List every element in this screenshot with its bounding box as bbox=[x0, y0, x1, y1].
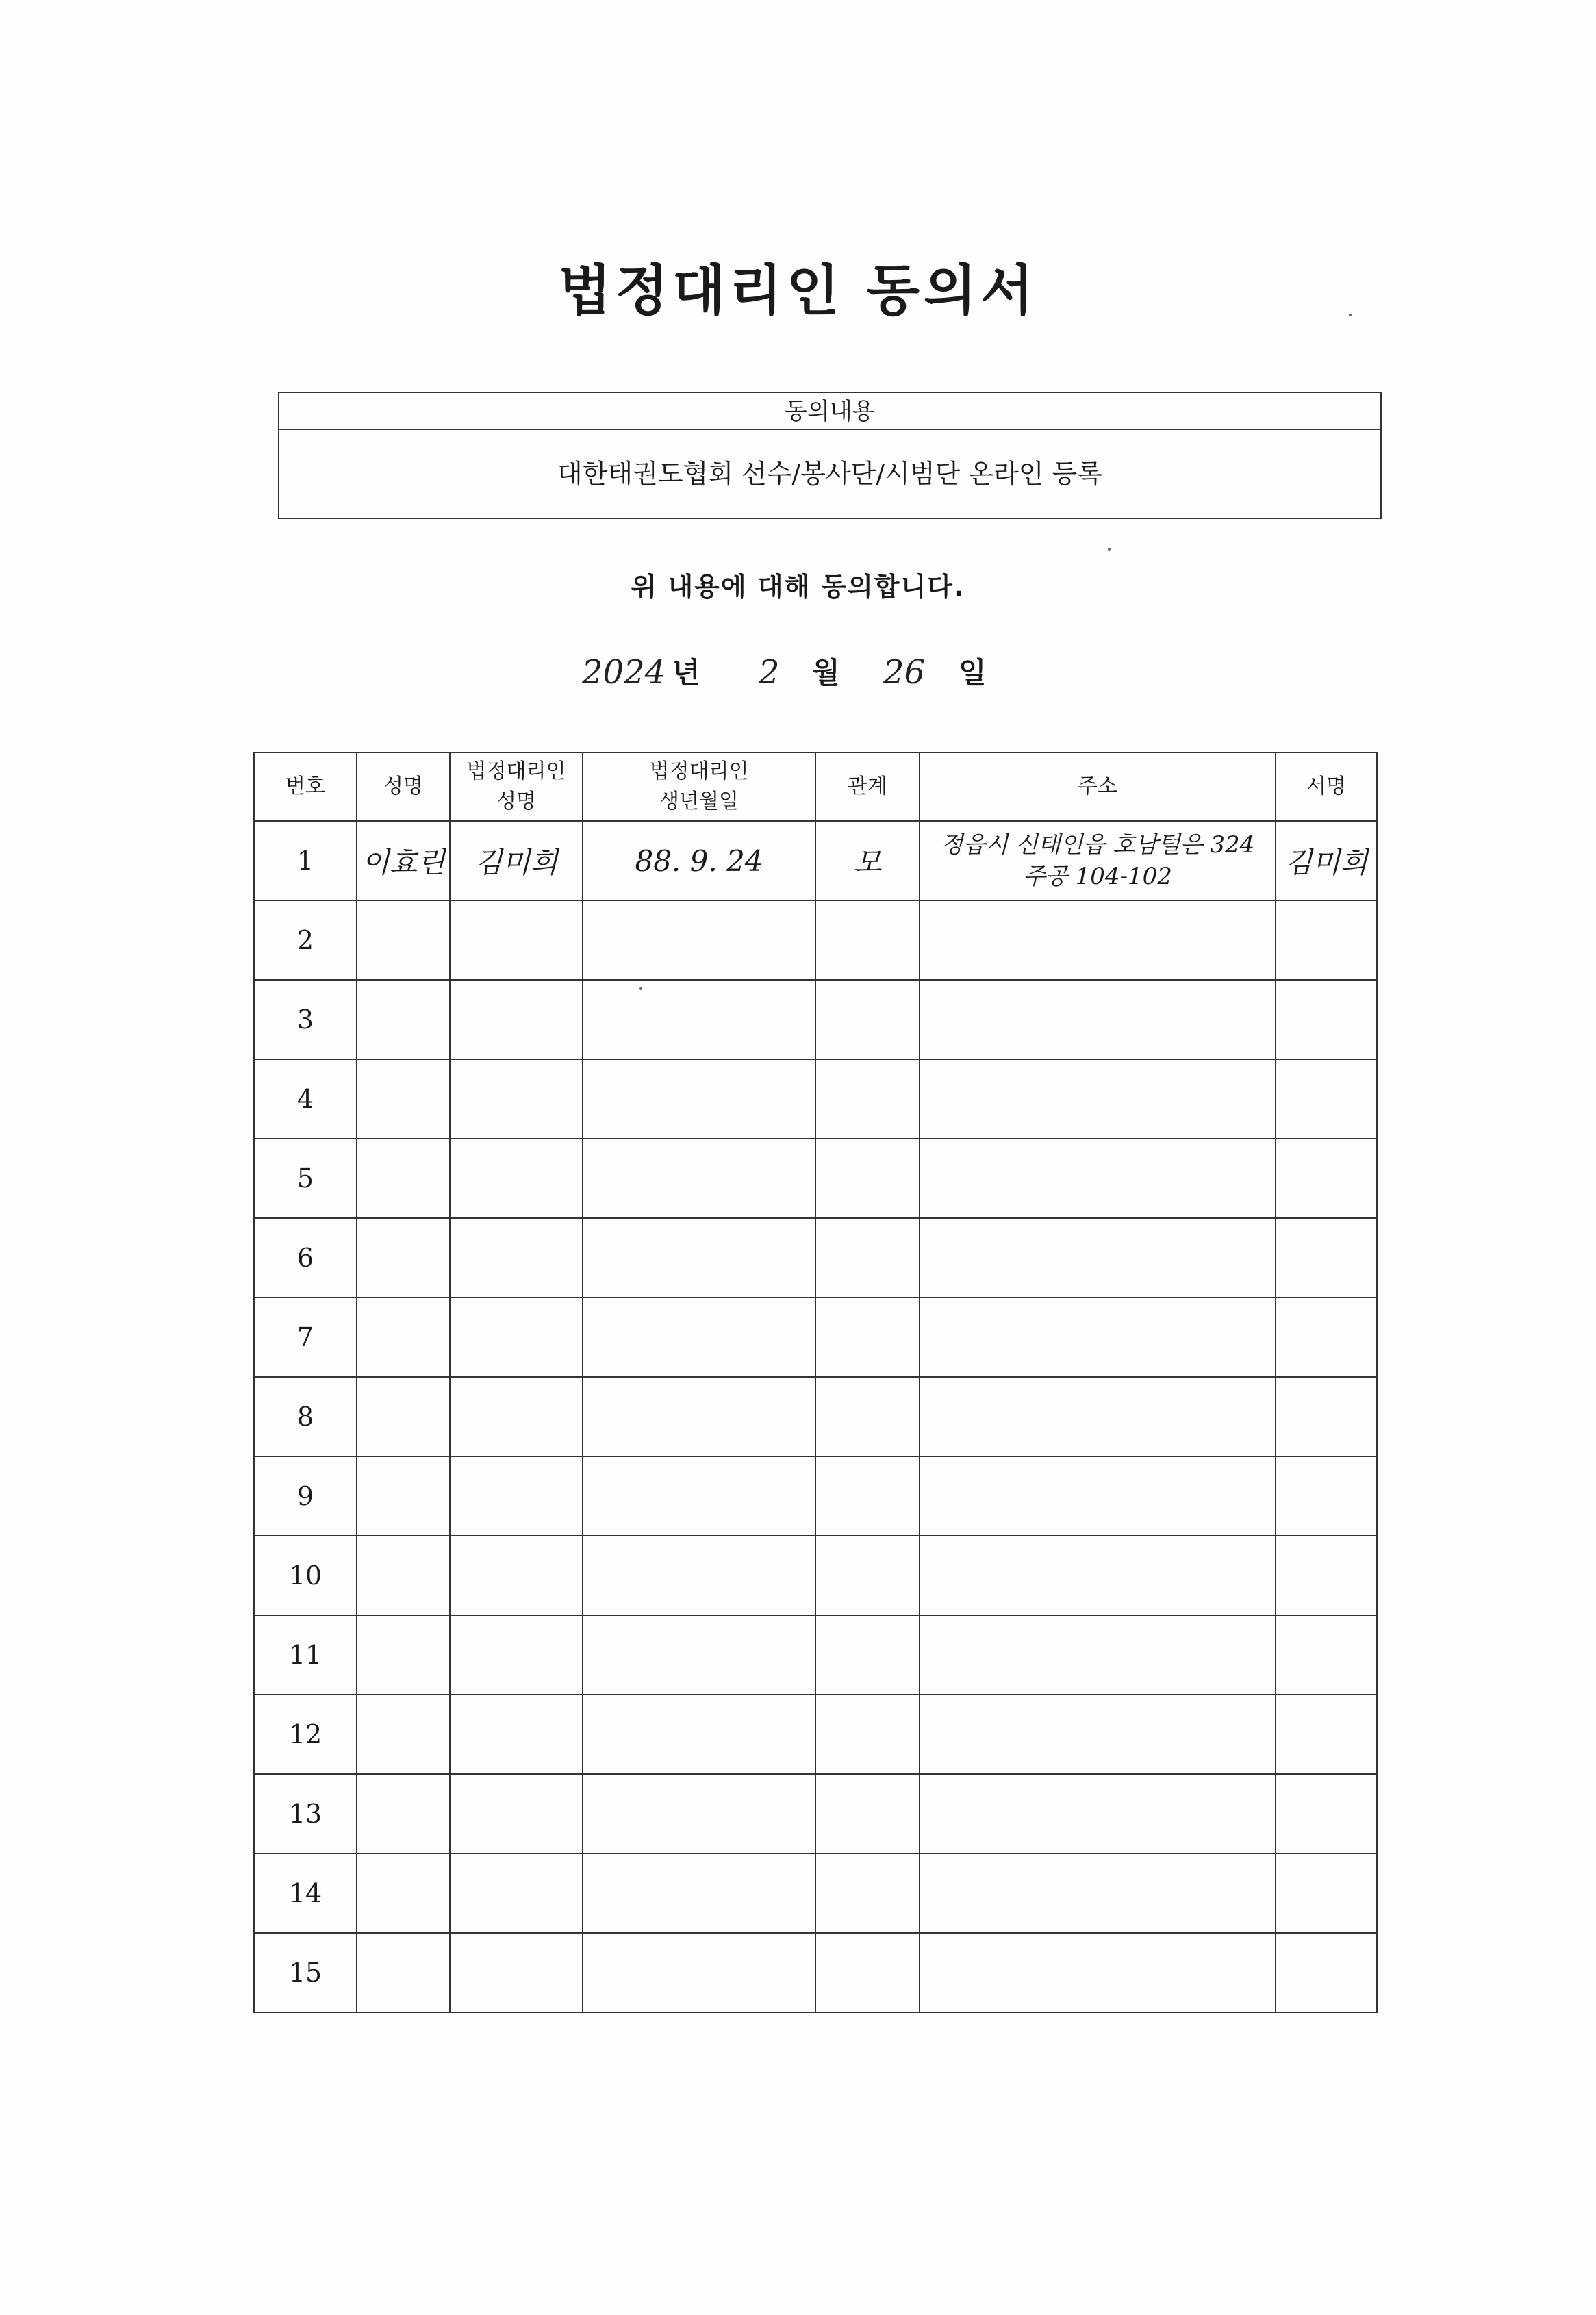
cell-guardian-name bbox=[450, 1695, 583, 1774]
cell-guardian-birth bbox=[583, 1139, 815, 1218]
cell-signature bbox=[1276, 1456, 1377, 1536]
cell-guardian-birth bbox=[583, 980, 815, 1059]
header-signature: 서명 bbox=[1276, 752, 1377, 821]
table-row bbox=[254, 1059, 1377, 1139]
cell-guardian-name bbox=[450, 1298, 583, 1377]
table-body bbox=[254, 821, 1377, 2012]
cell-name bbox=[357, 1377, 450, 1456]
cell-signature bbox=[1276, 1298, 1377, 1377]
cell-name bbox=[357, 1536, 450, 1615]
cell-relation bbox=[815, 900, 920, 980]
cell-address bbox=[920, 1536, 1276, 1615]
cell-address bbox=[920, 980, 1276, 1059]
cell-address bbox=[920, 1774, 1276, 1854]
table-row bbox=[254, 821, 1377, 900]
date-year: 2024 bbox=[582, 653, 666, 692]
date-month: 2 bbox=[759, 653, 780, 692]
header-guardian-name bbox=[450, 752, 583, 821]
table-row bbox=[254, 1456, 1377, 1536]
cell-number: 12 bbox=[254, 1695, 357, 1774]
cell-name bbox=[357, 1774, 450, 1854]
cell-signature bbox=[1276, 1377, 1377, 1456]
cell-number: 2 bbox=[254, 900, 357, 980]
date-month-label: 월 bbox=[812, 656, 840, 690]
cell-number: 10 bbox=[254, 1536, 357, 1615]
cell-guardian-birth bbox=[583, 1377, 815, 1456]
cell-number: 8 bbox=[254, 1377, 357, 1456]
cell-address bbox=[920, 1615, 1276, 1695]
cell-name bbox=[357, 900, 450, 980]
cell-guardian-name bbox=[450, 1615, 583, 1695]
cell-guardian-name bbox=[450, 1933, 583, 2012]
cell-address bbox=[920, 1298, 1276, 1377]
header-guardian-birth bbox=[583, 752, 815, 821]
cell-signature bbox=[1276, 1933, 1377, 2012]
cell-name bbox=[357, 1059, 450, 1139]
cell-guardian-name bbox=[450, 1536, 583, 1615]
cell-guardian-birth: 88. 9. 24 bbox=[583, 821, 815, 900]
cell-relation bbox=[815, 1059, 920, 1139]
cell-name bbox=[357, 1695, 450, 1774]
cell-signature bbox=[1276, 1774, 1377, 1854]
cell-signature bbox=[1276, 1695, 1377, 1774]
table-row bbox=[254, 1774, 1377, 1854]
cell-relation bbox=[815, 1139, 920, 1218]
cell-relation bbox=[815, 1615, 920, 1695]
cell-guardian-name bbox=[450, 900, 583, 980]
date-day-label: 일 bbox=[959, 656, 987, 690]
header-guardian-name-line1: 법정대리인 bbox=[466, 759, 566, 783]
cell-guardian-birth bbox=[583, 900, 815, 980]
cell-relation bbox=[815, 1218, 920, 1298]
cell-guardian-name bbox=[450, 1059, 583, 1139]
cell-signature bbox=[1276, 1854, 1377, 1933]
table-row bbox=[254, 1615, 1377, 1695]
date-line bbox=[575, 644, 1054, 698]
cell-guardian-name bbox=[450, 1854, 583, 1933]
cell-number: 11 bbox=[254, 1615, 357, 1695]
table-row bbox=[254, 1139, 1377, 1218]
cell-number: 9 bbox=[254, 1456, 357, 1536]
cell-name: 이효린 bbox=[357, 821, 450, 900]
cell-relation bbox=[815, 1456, 920, 1536]
cell-name bbox=[357, 1615, 450, 1695]
consent-content-box bbox=[278, 392, 1382, 519]
header-guardian-birth-line2: 생년월일 bbox=[659, 789, 739, 813]
table-row bbox=[254, 1933, 1377, 2012]
consent-content-header: 동의내용 bbox=[279, 393, 1380, 430]
cell-guardian-name bbox=[450, 1139, 583, 1218]
cell-guardian-birth bbox=[583, 1456, 815, 1536]
cell-address-line1: 정읍시 신태인읍 호남털은 324 bbox=[940, 831, 1255, 859]
cell-signature bbox=[1276, 1615, 1377, 1695]
cell-guardian-name bbox=[450, 980, 583, 1059]
table-row bbox=[254, 1695, 1377, 1774]
cell-number: 6 bbox=[254, 1218, 357, 1298]
cell-relation bbox=[815, 1774, 920, 1854]
cell-relation: 모 bbox=[815, 821, 920, 900]
cell-guardian-name bbox=[450, 1774, 583, 1854]
cell-number: 5 bbox=[254, 1139, 357, 1218]
scan-speck bbox=[1108, 548, 1111, 551]
cell-number: 4 bbox=[254, 1059, 357, 1139]
cell-address bbox=[920, 1933, 1276, 2012]
cell-number: 15 bbox=[254, 1933, 357, 2012]
table-row bbox=[254, 1298, 1377, 1377]
cell-name bbox=[357, 1298, 450, 1377]
cell-number: 3 bbox=[254, 980, 357, 1059]
cell-number: 13 bbox=[254, 1774, 357, 1854]
cell-address-line2: 주공 104-102 bbox=[1023, 863, 1172, 890]
table-header-row bbox=[254, 752, 1377, 821]
cell-name bbox=[357, 1218, 450, 1298]
scan-speck bbox=[639, 987, 642, 990]
header-address: 주소 bbox=[920, 752, 1276, 821]
cell-relation bbox=[815, 1933, 920, 2012]
cell-address bbox=[920, 821, 1276, 900]
cell-guardian-birth bbox=[583, 1774, 815, 1854]
table-row bbox=[254, 1854, 1377, 1933]
cell-guardian-birth bbox=[583, 1536, 815, 1615]
header-name: 성명 bbox=[357, 752, 450, 821]
cell-number: 14 bbox=[254, 1854, 357, 1933]
cell-guardian-birth bbox=[583, 1059, 815, 1139]
cell-signature: 김미희 bbox=[1276, 821, 1377, 900]
cell-signature bbox=[1276, 1059, 1377, 1139]
cell-number: 1 bbox=[254, 821, 357, 900]
table-row bbox=[254, 900, 1377, 980]
cell-signature bbox=[1276, 1536, 1377, 1615]
cell-signature bbox=[1276, 1139, 1377, 1218]
cell-guardian-birth bbox=[583, 1933, 815, 2012]
table-row bbox=[254, 1536, 1377, 1615]
cell-guardian-birth bbox=[583, 1218, 815, 1298]
cell-relation bbox=[815, 1377, 920, 1456]
cell-relation bbox=[815, 1298, 920, 1377]
cell-relation bbox=[815, 1695, 920, 1774]
agreement-statement: 위 내용에 대해 동의합니다. bbox=[631, 572, 965, 602]
cell-signature bbox=[1276, 1218, 1377, 1298]
page-title: 법정대리인 동의서 bbox=[558, 259, 1038, 322]
consent-content-body: 대한태권도협회 선수/봉사단/시범단 온라인 등록 bbox=[557, 459, 1102, 489]
cell-address bbox=[920, 1139, 1276, 1218]
cell-address bbox=[920, 1218, 1276, 1298]
scan-speck bbox=[1349, 314, 1352, 316]
cell-address bbox=[920, 1059, 1276, 1139]
cell-name bbox=[357, 1933, 450, 2012]
cell-address bbox=[920, 1854, 1276, 1933]
cell-guardian-birth bbox=[583, 1854, 815, 1933]
cell-relation bbox=[815, 1536, 920, 1615]
header-number: 번호 bbox=[254, 752, 357, 821]
cell-name bbox=[357, 1139, 450, 1218]
table-row bbox=[254, 980, 1377, 1059]
date-year-label: 년 bbox=[672, 656, 700, 690]
cell-name bbox=[357, 1854, 450, 1933]
cell-number: 7 bbox=[254, 1298, 357, 1377]
cell-guardian-birth bbox=[583, 1615, 815, 1695]
cell-signature bbox=[1276, 900, 1377, 980]
table-row bbox=[254, 1377, 1377, 1456]
cell-guardian-name bbox=[450, 1456, 583, 1536]
date-day: 26 bbox=[883, 653, 926, 692]
cell-address bbox=[920, 1695, 1276, 1774]
cell-address bbox=[920, 900, 1276, 980]
header-relation: 관계 bbox=[815, 752, 920, 821]
cell-signature bbox=[1276, 980, 1377, 1059]
table-row bbox=[254, 1218, 1377, 1298]
header-guardian-name-line2: 성명 bbox=[496, 789, 536, 813]
guardian-roster-table bbox=[253, 752, 1378, 2013]
cell-name bbox=[357, 980, 450, 1059]
cell-guardian-birth bbox=[583, 1298, 815, 1377]
cell-address bbox=[920, 1456, 1276, 1536]
cell-guardian-birth bbox=[583, 1695, 815, 1774]
cell-name bbox=[357, 1456, 450, 1536]
cell-address bbox=[920, 1377, 1276, 1456]
cell-guardian-name bbox=[450, 1218, 583, 1298]
cell-relation bbox=[815, 980, 920, 1059]
cell-relation bbox=[815, 1854, 920, 1933]
cell-guardian-name: 김미희 bbox=[450, 821, 583, 900]
cell-guardian-name bbox=[450, 1377, 583, 1456]
header-guardian-birth-line1: 법정대리인 bbox=[649, 759, 749, 783]
